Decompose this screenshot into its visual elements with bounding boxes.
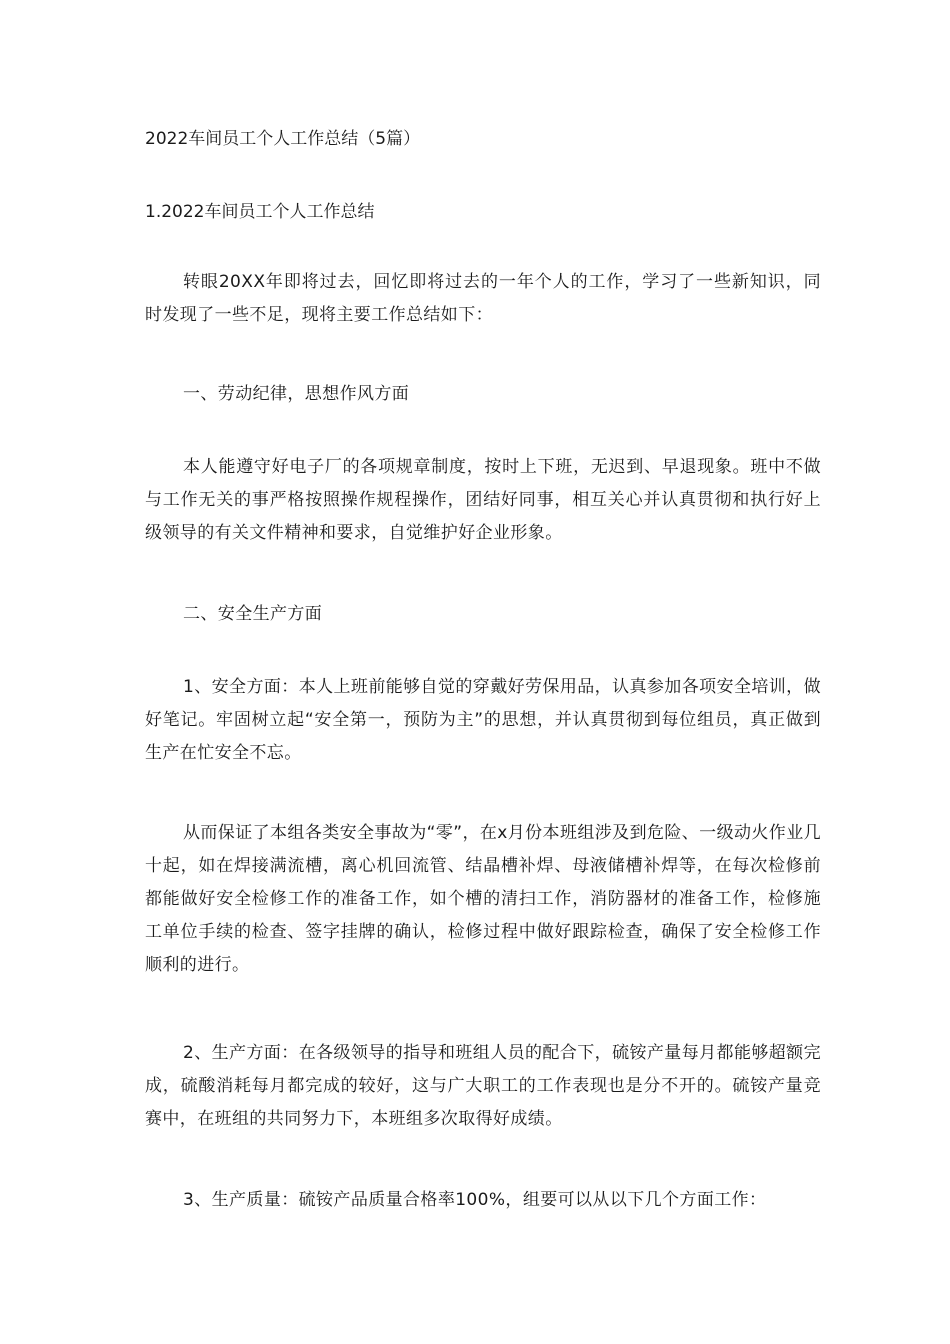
paragraph-intro: 转眼20XX年即将过去，回忆即将过去的一年个人的工作，学习了一些新知识，同时发现了一些不足，现将主要工作总结如下： — [145, 272, 821, 325]
paragraph-quality: 3、生产质量：硫铵产品质量合格率100%，组要可以从以下几个方面工作： — [183, 1190, 767, 1210]
paragraph-safety-results: 从而保证了本组各类安全事故为“零”，在x月份本班组涉及到危险、一级动火作业几十起，如在焊接满流槽，离心机回流管、结晶槽补焊、母液储槽补焊等，在每次检修前都能做好安全检修工作的准备工作，如个槽的清扫工作，消防器材的准备工作，检修施工单位手续的检查、签字挂牌的确认，检修过程中做好跟踪检查，确保了安全检修工作顺利的进行。 — [145, 823, 821, 975]
document-title: 2022车间员工个人工作总结（5篇） — [145, 129, 421, 149]
document-subtitle: 1.2022车间员工个人工作总结 — [145, 202, 375, 222]
paragraph-production: 2、生产方面：在各级领导的指导和班组人员的配合下，硫铵产量每月都能够超额完成，硫酸消耗每月都完成的较好，这与广大职工的工作表现也是分不开的。硫铵产量竞赛中，在班组的共同努力下，本班组多次取得好成绩。 — [145, 1043, 821, 1129]
section-heading-safety-production: 二、安全生产方面 — [183, 604, 323, 624]
section-heading-discipline: 一、劳动纪律，思想作风方面 — [183, 384, 410, 404]
paragraph-discipline: 本人能遵守好电子厂的各项规章制度，按时上下班，无迟到、早退现象。班中不做与工作无关的事严格按照操作规程操作，团结好同事，相互关心并认真贯彻和执行好上级领导的有关文件精神和要求，自觉维护好企业形象。 — [145, 457, 821, 543]
paragraph-safety: 1、安全方面：本人上班前能够自觉的穿戴好劳保用品，认真参加各项安全培训，做好笔记。牢固树立起“安全第一，预防为主”的思想，并认真贯彻到每位组员，真正做到生产在忙安全不忘。 — [145, 677, 821, 763]
